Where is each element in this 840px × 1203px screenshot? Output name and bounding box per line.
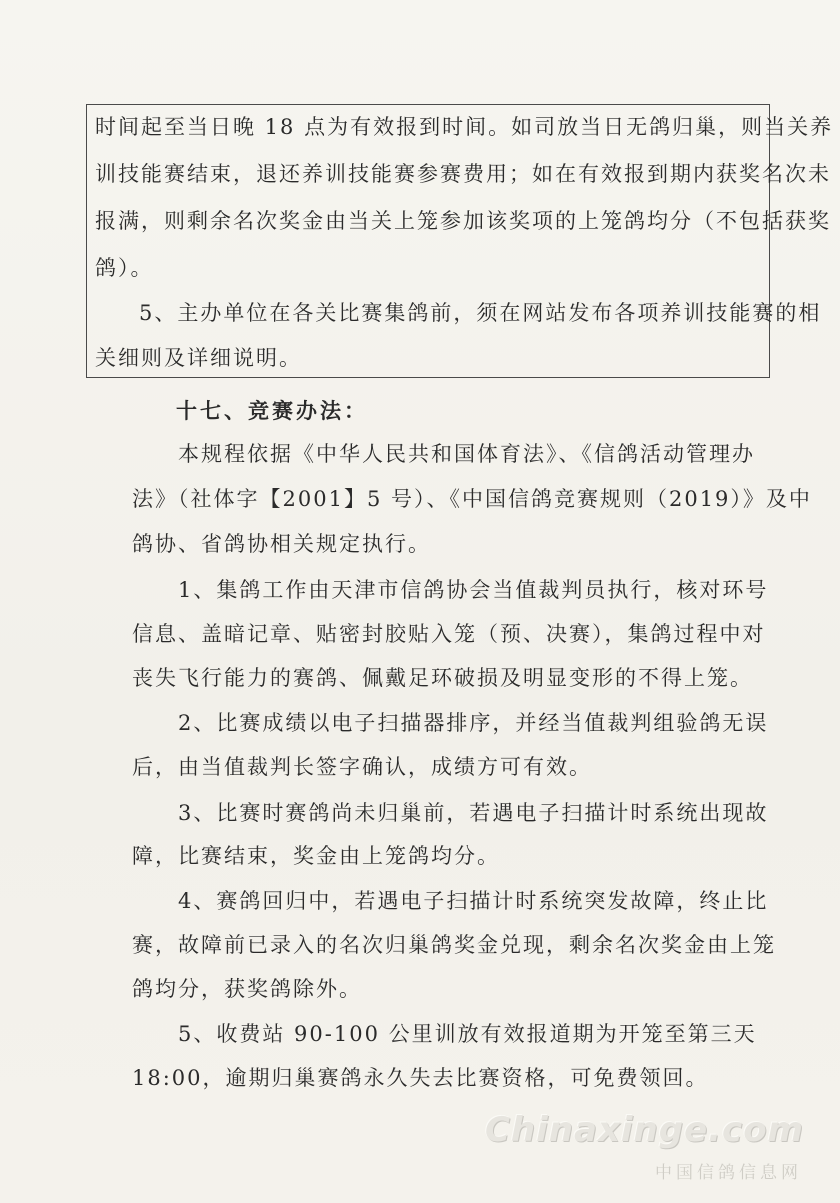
boxed-line: 时间起至当日晚 18 点为有效报到时间。如司放当日无鸽归巢，则当关养 bbox=[95, 115, 834, 139]
boxed-line: 关细则及详细说明。 bbox=[95, 346, 302, 370]
body-line: 1、集鸽工作由天津市信鸽协会当值裁判员执行，核对环号 bbox=[178, 578, 769, 602]
body-line: 信息、盖暗记章、贴密封胶贴入笼（预、决赛），集鸽过程中对 bbox=[132, 622, 766, 646]
watermark-brand: Chinaxinge.com bbox=[484, 1110, 804, 1150]
body-line: 鸽协、省鸽协相关规定执行。 bbox=[132, 532, 431, 556]
body-line: 赛，故障前已录入的名次归巢鸽奖金兑现，剩余名次奖金由上笼 bbox=[132, 933, 776, 957]
body-line: 本规程依据《中华人民共和国体育法》、《信鸽活动管理办 bbox=[178, 442, 755, 466]
boxed-section bbox=[86, 104, 834, 378]
body-line: 4、赛鸽回归中，若遇电子扫描计时系统突发故障，终止比 bbox=[178, 889, 769, 913]
body-line: 2、比赛成绩以电子扫描器排序，并经当值裁判组验鸽无误 bbox=[178, 711, 769, 735]
section-heading: 十七、竞赛办法： bbox=[176, 398, 368, 423]
body-line: 鸽均分，获奖鸽除外。 bbox=[132, 977, 362, 1001]
body-line: 法》（社体字【2001】5 号）、《中国信鸽竞赛规则（2019）》及中 bbox=[132, 487, 812, 511]
boxed-line: 报满，则剩余名次奖金由当关上笼参加该奖项的上笼鸽均分（不包括获奖 bbox=[95, 209, 831, 233]
body-line: 丧失飞行能力的赛鸽、佩戴足环破损及明显变形的不得上笼。 bbox=[132, 666, 753, 690]
body-line: 后，由当值裁判长签字确认，成绩方可有效。 bbox=[132, 755, 592, 779]
body-line: 障，比赛结束，奖金由上笼鸽均分。 bbox=[132, 844, 500, 868]
boxed-line: 鸽）。 bbox=[95, 256, 154, 280]
body-line: 3、比赛时赛鸽尚未归巢前，若遇电子扫描计时系统出现故 bbox=[178, 801, 769, 825]
body-line: 18:00，逾期归巢赛鸽永久失去比赛资格，可免费领回。 bbox=[132, 1066, 709, 1090]
body-line: 5、收费站 90-100 公里训放有效报道期为开笼至第三天 bbox=[178, 1022, 757, 1046]
boxed-line: 训技能赛结束，退还养训技能赛参赛费用；如在有效报到期内获奖名次未 bbox=[95, 162, 831, 186]
watermark-cn: 中国信鸽信息网 bbox=[655, 1163, 802, 1183]
boxed-line: 5、主办单位在各关比赛集鸽前，须在网站发布各项养训技能赛的相 bbox=[139, 301, 822, 325]
